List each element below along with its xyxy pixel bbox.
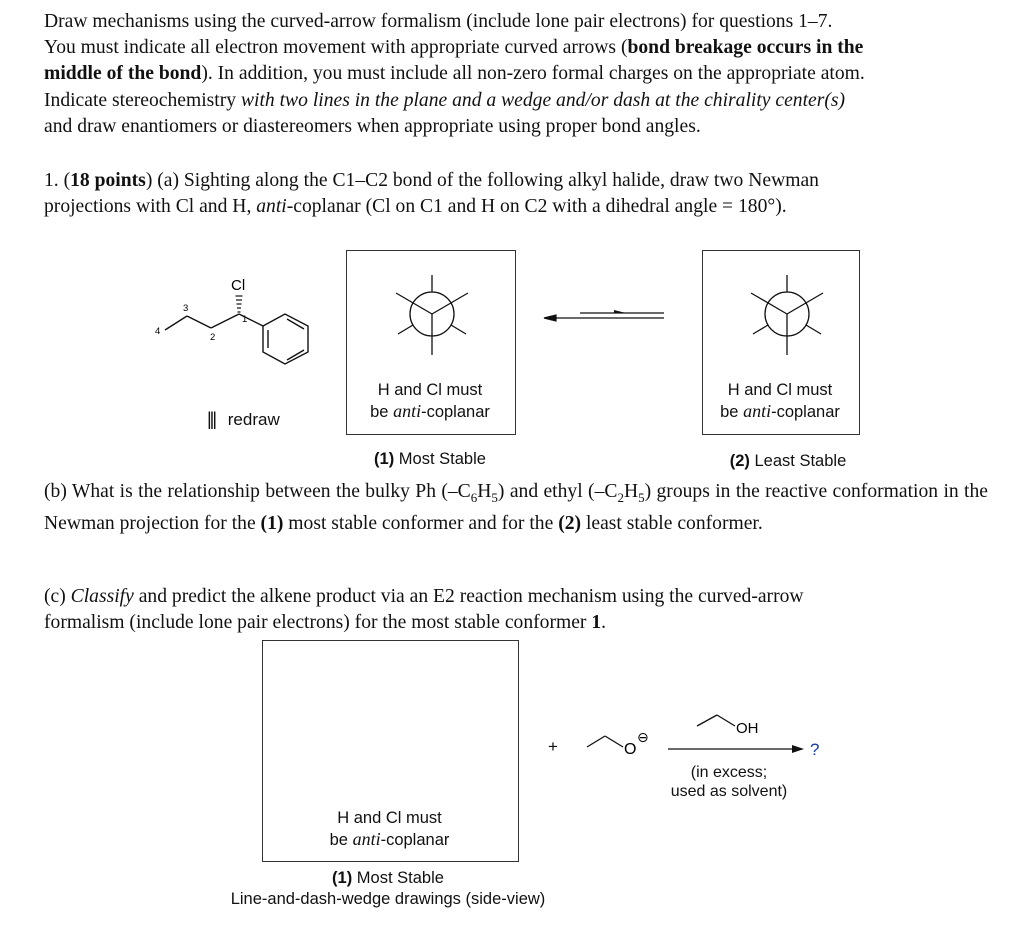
equilibrium-arrows-icon (540, 308, 668, 324)
carbon-1-label: 1 (242, 314, 248, 325)
instructions-line-2: You must indicate all electron movement with appropriate curved arrows (bond breakage occurs in the (44, 37, 864, 58)
phenyl-double-bond-3 (287, 319, 304, 329)
carbon-2-label: 2 (210, 332, 216, 343)
bottom-caption: (1) Most Stable Line-and-dash-wedge drawings (side-view) (230, 869, 546, 908)
ethoxide-oxygen: O (624, 741, 637, 758)
instructions-line-3: middle of the bond). In addition, you must include all non-zero formal charges on the appropriate atom. (44, 63, 865, 84)
product-placeholder: ? (810, 740, 820, 759)
bond-c3-c2 (187, 316, 211, 328)
newman-projection-1 (392, 273, 472, 357)
ethoxide-structure (585, 727, 655, 757)
newman-projection-2 (747, 273, 827, 357)
bond-c2-c1 (211, 314, 239, 328)
alkyl-halide-structure (145, 270, 325, 380)
caption-most-stable: (1) Most Stable (374, 450, 486, 468)
instructions-line-5: and draw enantiomers or diastereomers when appropriate using proper bond angles. (44, 116, 701, 137)
part-c-line-1: (c) Classify and predict the alkene product via an E2 reaction mechanism using the curved-arrow (44, 586, 804, 607)
carbon-3-label: 3 (183, 303, 189, 314)
caption-least-stable: (2) Least Stable (729, 452, 847, 470)
ethanol-structure (695, 708, 770, 738)
phenyl-ring (263, 314, 308, 364)
equals-arrow-icon: ||| (207, 409, 216, 429)
reaction-conditions: (in excess; used as solvent) (670, 764, 788, 800)
newman-box-2-caption: H and Cl must be anti-coplanar (720, 381, 840, 421)
ethanol-oh-label: OH (736, 720, 759, 737)
question-1-line-2: projections with Cl and H, anti-coplanar (Cl on C1 and H on C2 with a dihedral angle = 180°). (44, 196, 787, 217)
reaction-arrow-icon (668, 743, 808, 755)
newman-box-1-caption: H and Cl must be anti-coplanar (370, 381, 490, 421)
carbon-4-label: 4 (155, 326, 161, 337)
answer-box-caption: H and Cl must be anti-coplanar (329, 809, 450, 849)
part-b-prompt: (b) What is the relationship between the bulky Ph $(-C_6H_5)$ and ethyl $(-C_2H_5)$ groups in the reactive conformation in the Newman projection for the (1) most stable conformer and for the (2) least stable conformer. (44, 481, 988, 535)
plus-sign: + (548, 737, 558, 756)
part-c-line-2: formalism (include lone pair electrons) for the most stable conformer 1. (44, 612, 607, 633)
negative-charge-icon: ⊖ (637, 729, 649, 745)
bond-c4-c3 (165, 316, 187, 330)
chlorine-label: Cl (231, 277, 246, 294)
hashed-wedge-bond (236, 296, 243, 312)
instructions-line-4: Indicate stereochemistry with two lines in the plane and a wedge and/or dash at the chirality center(s) (44, 90, 846, 111)
instructions-line-1: Draw mechanisms using the curved-arrow formalism (include lone pair electrons) for questions 1–7. (44, 11, 833, 32)
question-1-line-1: 1. (18 points) (a) Sighting along the C1–C2 bond of the following alkyl halide, draw two Newman (44, 170, 819, 191)
redraw-label: ||| redraw (207, 409, 280, 429)
